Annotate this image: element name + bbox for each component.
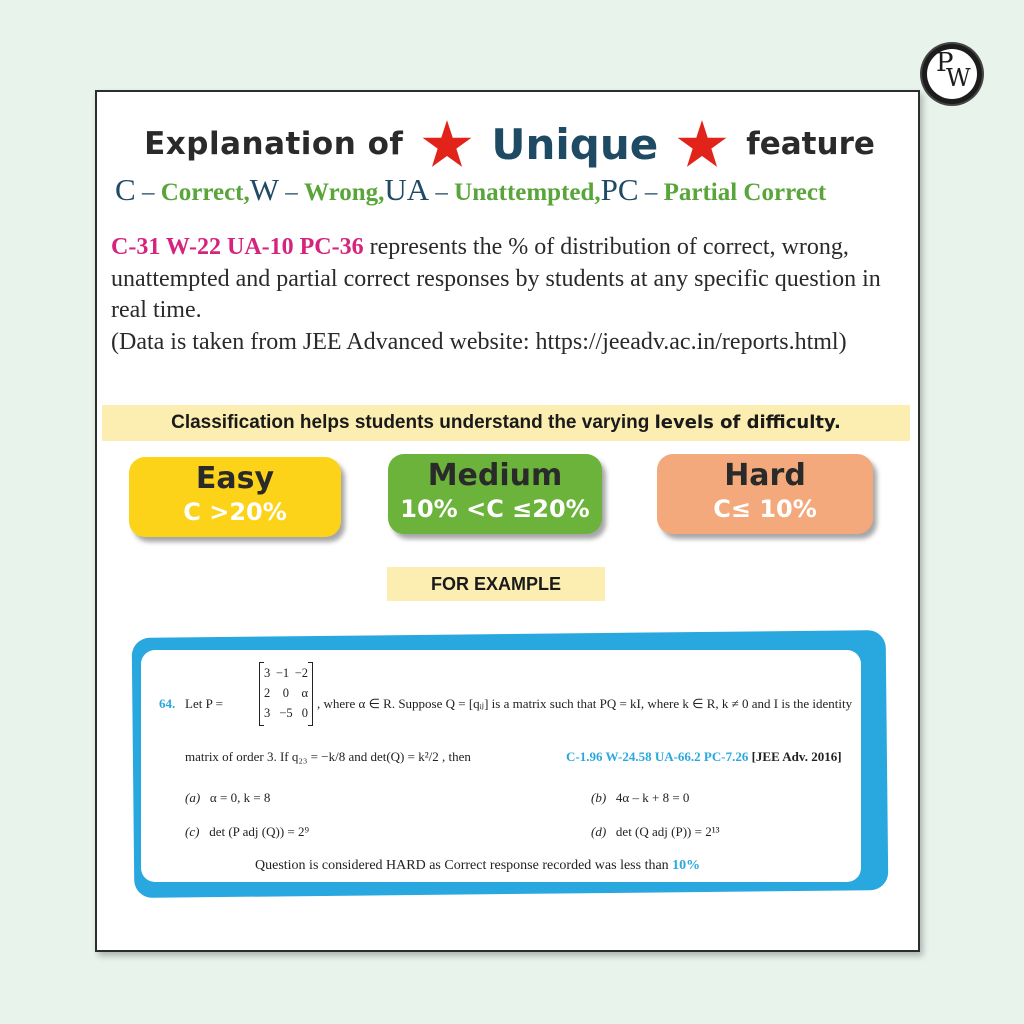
question-stats: [566, 749, 842, 765]
matrix-row: [264, 666, 308, 681]
legend-abbr-pc: PC: [600, 172, 639, 207]
option-label: (c): [185, 824, 200, 839]
star-icon-right: [676, 118, 728, 170]
matrix-cell: 2: [264, 686, 271, 700]
option-label: (d): [591, 824, 607, 839]
title-highlight: Unique: [491, 119, 659, 169]
pw-logo: [922, 44, 982, 104]
example-stats: C-31 W-22 UA-10 PC-36: [111, 234, 364, 260]
matrix-cell: α: [301, 686, 308, 700]
option-b: [591, 790, 689, 806]
explanation-paragraph: [111, 232, 911, 358]
legend-full-c: Correct,: [160, 179, 250, 206]
abbreviation-legend: [115, 172, 915, 208]
option-text: det (P adj (Q)) = 2⁹: [209, 824, 310, 839]
legend-abbr-ua: UA: [384, 172, 430, 207]
option-label: (b): [591, 790, 607, 805]
data-source: (Data is taken from JEE Advanced website: https://jeeadv.ac.in/reports.html): [111, 328, 847, 355]
level-hard-badge: [657, 454, 873, 534]
legend-dash: –: [644, 179, 658, 206]
legend-full-w: Wrong,: [304, 179, 385, 206]
level-name: Hard: [724, 458, 806, 493]
option-text: α = 0, k = 8: [209, 790, 271, 805]
level-medium-badge: [388, 454, 602, 534]
question-line-2: matrix of order 3. If q₂₃ = −k/8 and det(Q) = k²/2 , then: [185, 749, 471, 764]
matrix-cell: −1: [275, 666, 290, 680]
question-line-1: , where α ∈ R. Suppose Q = [qᵢⱼ] is a matrix such that PQ = kI, where k ∈ R, k ≠ 0 and I is the identity: [317, 696, 853, 711]
logo-letter-p: P: [936, 48, 954, 78]
matrix-p: [259, 662, 313, 726]
matrix-row: [264, 686, 308, 701]
title-row: [97, 112, 922, 176]
option-text: 4α – k + 8 = 0: [615, 790, 690, 805]
option-a: [185, 790, 270, 806]
level-range: 10% <C ≤20%: [400, 495, 590, 523]
legend-dash: –: [435, 179, 448, 206]
question-number: 64.: [159, 696, 176, 711]
legend-dash: –: [285, 179, 298, 206]
legend-full-pc: Partial Correct: [663, 179, 827, 206]
matrix-row: [264, 706, 308, 721]
legend-abbr-c: C: [115, 172, 136, 207]
legend-abbr-w: W: [249, 172, 280, 207]
level-range: C≤ 10%: [713, 495, 817, 523]
logo-letter-w: W: [946, 64, 971, 92]
option-d: [591, 824, 720, 840]
question-footer: [255, 858, 700, 874]
matrix-cell: −2: [294, 666, 308, 680]
classification-emphasis: levels of difficulty.: [654, 412, 841, 433]
matrix-cell: 3: [264, 706, 271, 720]
footer-percent: 10%: [672, 858, 701, 873]
star-icon-left: [421, 118, 473, 170]
level-name: Medium: [427, 458, 563, 493]
matrix-cell: 0: [282, 686, 289, 700]
option-label: (a): [185, 790, 201, 805]
classification-banner: [102, 405, 910, 441]
level-name: Easy: [195, 461, 275, 496]
legend-full-ua: Unattempted,: [454, 179, 601, 206]
footer-text: Question is considered HARD as Correct response recorded was less than: [255, 858, 673, 873]
legend-dash: –: [141, 179, 155, 206]
option-c: [185, 824, 309, 840]
option-text: det (Q adj (P)) = 2¹³: [615, 824, 720, 839]
classification-text: Classification helps students understand the varying: [171, 412, 655, 433]
for-example-label: FOR EXAMPLE: [387, 567, 605, 601]
explanation-card: [95, 90, 920, 952]
matrix-cell: 3: [264, 666, 271, 680]
matrix-cell: 0: [301, 706, 308, 720]
matrix-cell: −5: [279, 706, 293, 720]
question-card: [141, 650, 861, 882]
question-lead: Let P =: [185, 696, 223, 711]
level-range: C >20%: [183, 498, 287, 526]
title-part-1: Explanation of: [144, 126, 404, 162]
question-stats-values: C-1.96 W-24.58 UA-66.2 PC-7.26: [566, 749, 749, 764]
explanation-text: represents the % of distribution of correct, wrong, unattempted and partial correct responses by students at any specific question in real time.: [111, 234, 881, 323]
title-part-2: feature: [746, 126, 875, 162]
level-easy-badge: [129, 457, 341, 537]
question-source: [JEE Adv. 2016]: [748, 749, 842, 764]
